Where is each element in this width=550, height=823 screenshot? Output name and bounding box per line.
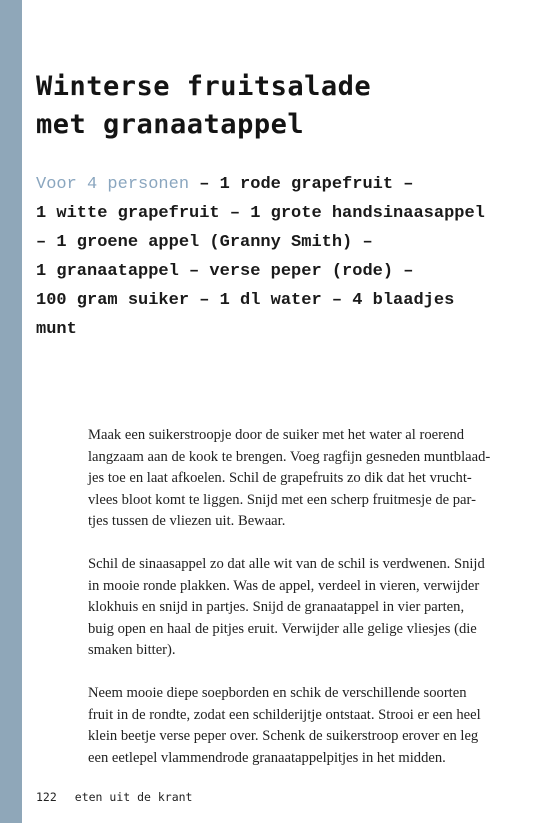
book-title: eten uit de krant: [74, 790, 193, 804]
text-line: klein beetje verse peper over. Schenk de suikerstroop erover en leg: [88, 728, 479, 744]
ingredients-line-4: 1 granaatappel – verse peper (rode) –: [36, 262, 414, 281]
text-line: fruit in de rondte, zodat een schilderijtje ontstaat. Strooi er een heel: [88, 706, 481, 723]
text-line: een eetlepel vlammendrode granaatappelpitjes in het midden.: [88, 749, 446, 766]
ingredients-line-3: – 1 groene appel (Granny Smith) –: [36, 233, 373, 252]
text-line: buig open en haal de pitjes eruit. Verwijder alle gelige vliesjes (die: [88, 620, 477, 637]
page-footer: [36, 790, 192, 804]
ingredients-line-1-rest: – 1 rode grapefruit –: [189, 175, 414, 194]
text-line: smaken bitter).: [88, 642, 176, 658]
text-line: Neem mooie diepe soepborden en schik de verschillende soorten: [88, 685, 467, 701]
text-line: Maak een suikerstroopje door de suiker met het water al roerend: [88, 427, 465, 443]
ingredients-line-2: 1 witte grapefruit – 1 grote handsinaasappel: [36, 204, 485, 223]
side-color-bar: [0, 0, 22, 823]
recipe-title: [36, 68, 536, 144]
servings-label: Voor 4 personen: [36, 175, 190, 194]
paragraph-serving: [88, 683, 510, 769]
paragraph-fruit-prep: [88, 554, 510, 662]
recipe-title-line-2: met granaatappel: [36, 109, 305, 140]
text-line: klokhuis en snijd in partjes. Snijd de granaatappel in vier parten,: [88, 599, 465, 615]
ingredients-line-6: munt: [36, 320, 77, 339]
ingredients-line-1: [36, 170, 541, 199]
ingredients-line-5: 100 gram suiker – 1 dl water – 4 blaadjes: [36, 291, 455, 310]
text-line: in mooie ronde plakken. Was de appel, verdeel in vieren, verwijder: [88, 577, 480, 594]
recipe-title-line-1: Winterse fruitsalade: [36, 71, 372, 102]
text-line: tjes tussen de vliezen uit. Bewaar.: [88, 513, 286, 529]
text-line: jes toe en laat afkoelen. Schil de grapefruits zo dik dat het vrucht-: [88, 470, 472, 486]
paragraph-syrup: [88, 425, 510, 533]
book-page: [22, 0, 550, 823]
text-line: Schil de sinaasappel zo dat alle wit van de schil is verdwenen. Snijd: [88, 556, 485, 572]
preparation-text: [88, 425, 510, 791]
text-line: vlees bloot komt te liggen. Snijd met een scherp fruitmesje de par-: [88, 491, 476, 508]
text-line: langzaam aan de kook te brengen. Voeg ragfijn gesneden muntblaad-: [88, 448, 491, 465]
page-number: 122: [36, 790, 57, 804]
ingredients-list: [36, 170, 541, 344]
